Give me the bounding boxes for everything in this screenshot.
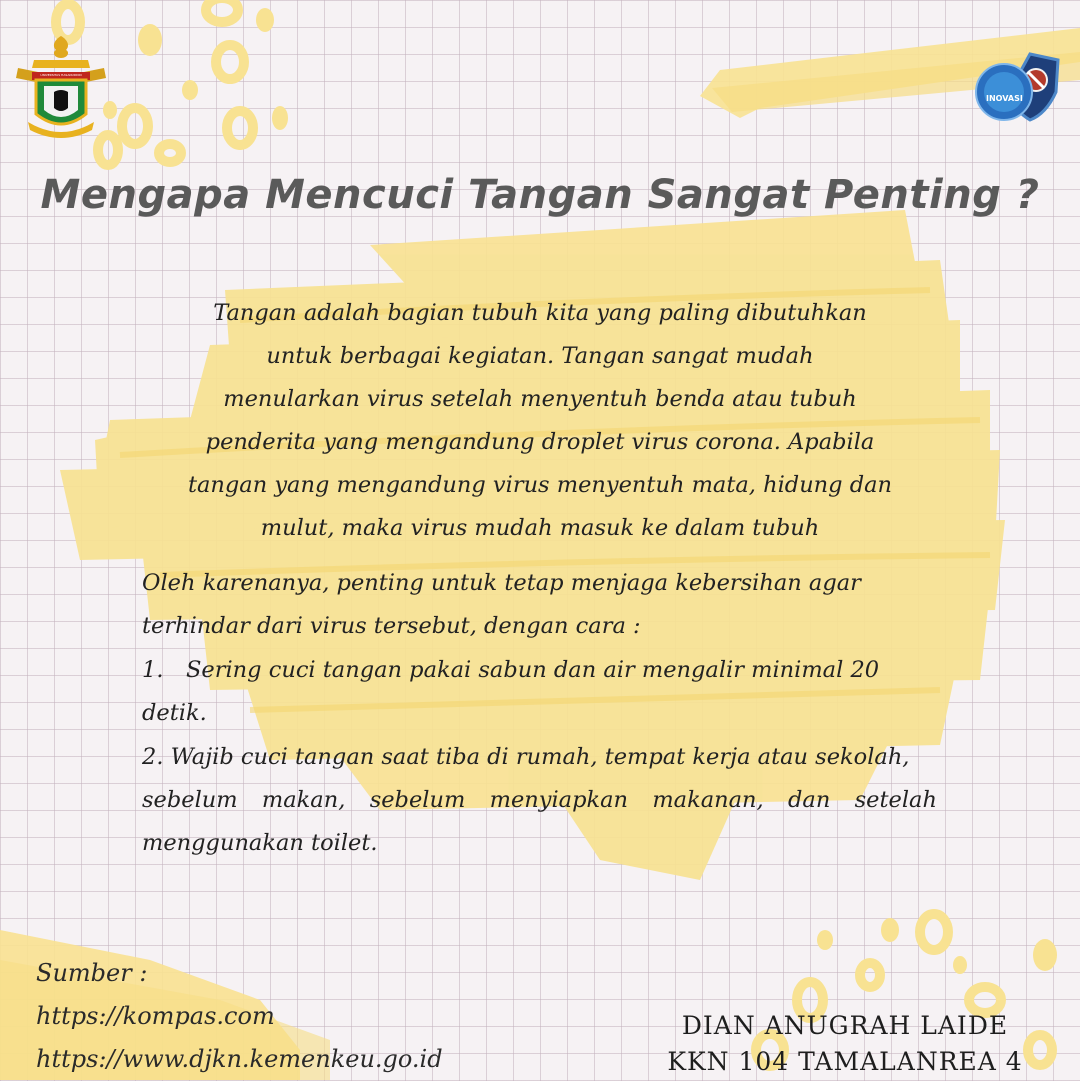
- list-number: 1.: [142, 656, 164, 683]
- list-item-2-justified: [142, 779, 937, 822]
- page-title: Mengapa Mencuci Tangan Sangat Penting ?: [40, 172, 1040, 218]
- intro-line: mulut, maka virus mudah masuk ke dalam tubuh: [260, 515, 820, 541]
- word: setelah: [854, 787, 937, 814]
- sources-label: Sumber :: [36, 959, 148, 987]
- intro-line: menularkan virus setelah menyentuh benda atau tubuh: [223, 386, 857, 412]
- intro-line: untuk berbagai kegiatan. Tangan sangat mudah: [266, 343, 814, 369]
- source-link[interactable]: https://www.djkn.kemenkeu.go.id: [36, 1045, 443, 1073]
- word: dan: [788, 787, 831, 814]
- innovation-badge-icon: [974, 50, 1070, 126]
- word: sebelum: [369, 787, 466, 814]
- word: makanan,: [652, 787, 764, 814]
- group-name: KKN 104 TAMALANREA 4: [667, 1047, 1023, 1076]
- badge-text: INOVASI: [986, 94, 1023, 103]
- tips-paragraph: [142, 562, 942, 866]
- list-item-2-end: menggunakan toilet.: [142, 830, 378, 857]
- source-link[interactable]: https://kompas.com: [36, 1002, 275, 1030]
- intro-line: tangan yang mengandung virus menyentuh mata, hidung dan: [187, 472, 893, 498]
- list-item-1-continued: detik.: [142, 700, 207, 727]
- word: makan,: [261, 787, 346, 814]
- list-item-2: 2. Wajib cuci tangan saat tiba di rumah, tempat kerja atau sekolah,: [142, 743, 910, 770]
- credits: [650, 1008, 1040, 1080]
- intro-paragraph: [180, 292, 900, 550]
- university-crest-icon: [14, 34, 108, 144]
- word: menyiapkan: [489, 787, 629, 814]
- sources: [36, 952, 443, 1081]
- lead-line: Oleh karenanya, penting untuk tetap menjaga kebersihan agar: [142, 570, 861, 596]
- list-item-text: Sering cuci tangan pakai sabun dan air mengalir minimal 20: [186, 656, 880, 683]
- author-name: DIAN ANUGRAH LAIDE: [681, 1011, 1009, 1040]
- list-item-1: [142, 649, 942, 692]
- word: sebelum: [142, 787, 238, 814]
- crest-banner-text: UNIVERSITAS HASANUDDIN: [40, 73, 82, 77]
- intro-line: penderita yang mengandung droplet virus corona. Apabila: [205, 429, 875, 455]
- intro-line: Tangan adalah bagian tubuh kita yang paling dibutuhkan: [213, 300, 867, 326]
- lead-line: terhindar dari virus tersebut, dengan cara :: [142, 613, 641, 640]
